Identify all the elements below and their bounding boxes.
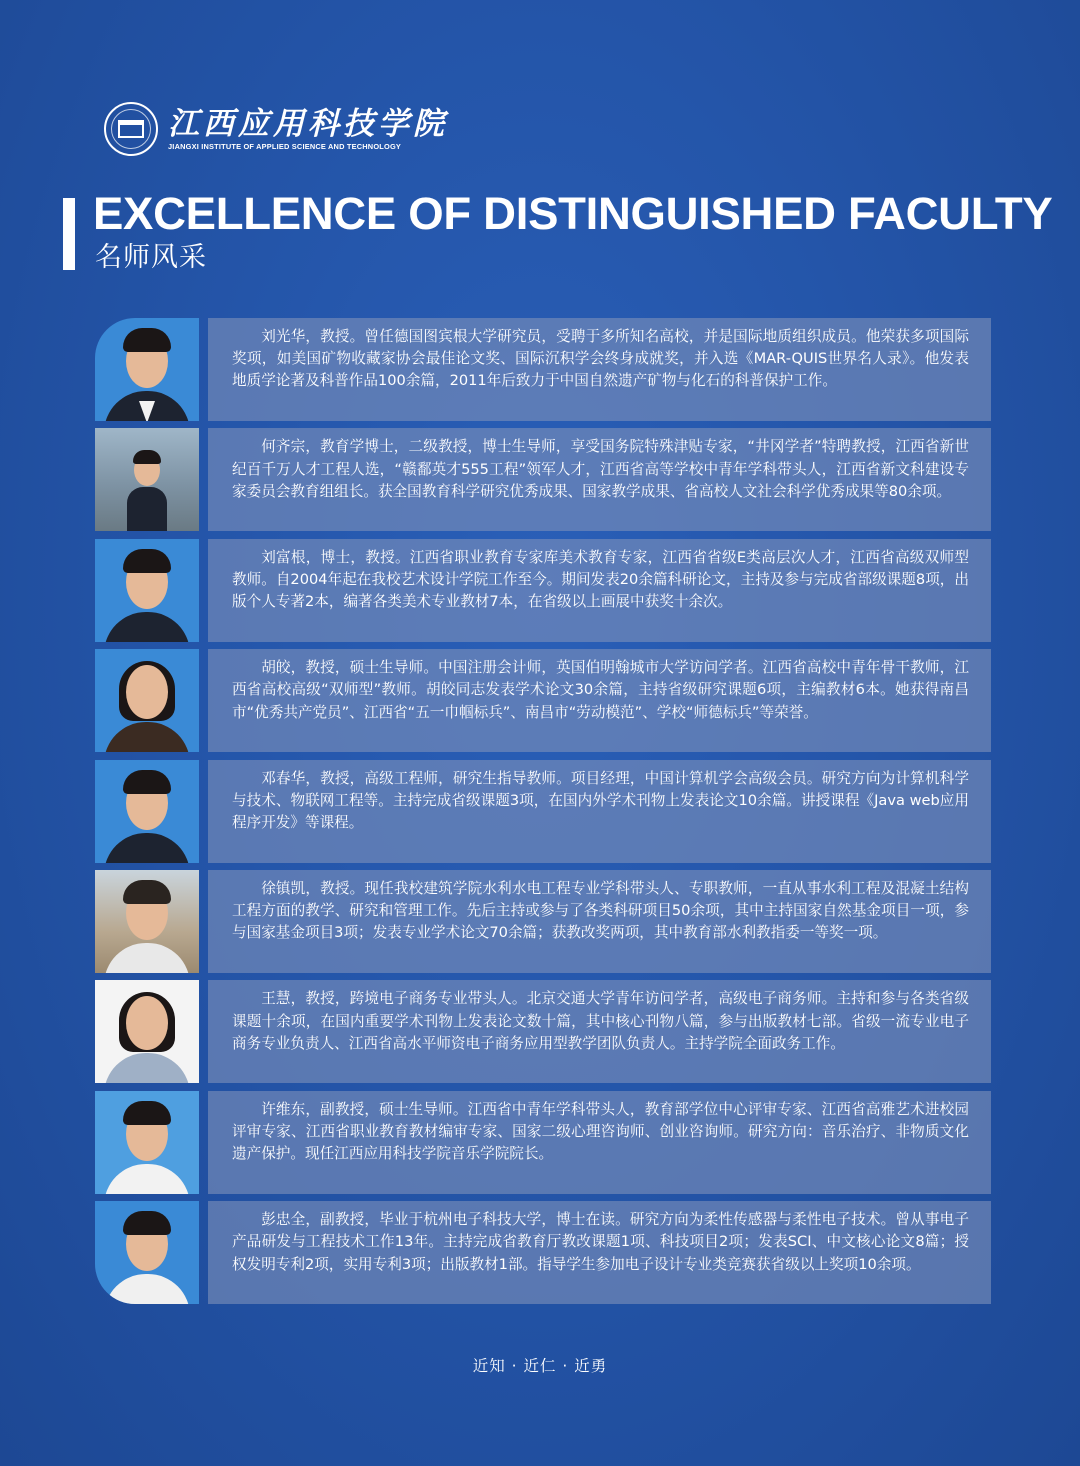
page-title: EXCELLENCE OF DISTINGUISHED FACULTY	[93, 188, 1053, 239]
faculty-bio-panel	[208, 980, 991, 1083]
faculty-row	[95, 870, 991, 973]
faculty-row	[95, 539, 991, 642]
faculty-row	[95, 318, 991, 421]
faculty-bio-panel	[208, 760, 991, 863]
faculty-bio: 许维东，副教授，硕士生导师。江西省中青年学科带头人，教育部学位中心评审专家、江西省高雅艺术进校园评审专家、江西省职业教育教材编审专家、国家二级心理咨询师、创业咨询师。研究方向：音乐治疗、非物质文化遗产保护。现任江西应用科技学院音乐学院院长。	[232, 1100, 969, 1163]
faculty-list	[95, 318, 991, 1312]
faculty-photo	[95, 870, 199, 973]
faculty-row	[95, 428, 991, 531]
faculty-bio-panel	[208, 649, 991, 752]
faculty-bio-panel	[208, 1091, 991, 1194]
footer-motto: 近知 · 近仁 · 近勇	[472, 1357, 608, 1375]
college-seal-icon	[104, 102, 158, 156]
faculty-bio: 胡皎，教授，硕士生导师。中国注册会计师，英国伯明翰城市大学访问学者。江西省高校中青年骨干教师，江西省高校高级“双师型”教师。胡皎同志发表学术论文30余篇，主持省级研究课题6项，主编教材6本。她获得南昌市“优秀共产党员”、江西省“五一巾帼标兵”、南昌市“劳动模范”、学校“师德标兵”等荣誉。	[232, 659, 969, 721]
faculty-photo	[95, 428, 199, 531]
faculty-photo	[95, 1091, 199, 1194]
faculty-bio: 徐镇凯，教授。现任我校建筑学院水利水电工程专业学科带头人、专职教师，一直从事水利工程及混凝土结构工程方面的教学、研究和管理工作。先后主持或参与了各类科研项目50余项，其中主持国家自然基金项目一项，参与国家基金项目3项；发表专业学术论文70余篇；获教改奖两项，其中教育部水利教指委一等奖一项。	[232, 879, 969, 942]
faculty-bio: 彭忠全，副教授，毕业于杭州电子科技大学，博士在读。研究方向为柔性传感器与柔性电子技术。曾从事电子产品研发与工程技术工作13年。主持完成省教育厅教改课题1项、科技项目2项；发表SCI、中文核心论文8篇；授权发明专利2项，实用专利3项；出版教材1部。指导学生参加电子设计专业类竞赛获省级以上奖项10余项。	[232, 1211, 969, 1273]
heading-accent-bar	[63, 198, 75, 270]
college-logo	[104, 100, 448, 158]
faculty-photo	[95, 318, 199, 421]
faculty-row	[95, 649, 991, 752]
college-name-cn: 江西应用科技学院	[168, 106, 448, 142]
faculty-row	[95, 1201, 991, 1304]
faculty-bio: 王慧，教授，跨境电子商务专业带头人。北京交通大学青年访问学者，高级电子商务师。主持和参与各类省级课题十余项，在国内重要学术刊物上发表论文数十篇，其中核心刊物八篇，参与出版教材七部。省级一流专业电子商务专业负责人、江西省高水平师资电子商务应用型教学团队负责人。主持学院全面政务工作。	[232, 990, 969, 1052]
page-subtitle: 名师风采	[95, 242, 207, 273]
college-name-en: JIANGXI INSTITUTE OF APPLIED SCIENCE AND TECHNOLOGY	[168, 142, 402, 151]
faculty-photo	[95, 760, 199, 863]
faculty-bio-panel	[208, 539, 991, 642]
faculty-photo	[95, 980, 199, 1083]
faculty-row	[95, 1091, 991, 1194]
faculty-bio: 刘光华，教授。曾任德国图宾根大学研究员，受聘于多所知名高校，并是国际地质组织成员。他荣获多项国际奖项，如美国矿物收藏家协会最佳论文奖、国际沉积学会终身成就奖，并入选《MAR-QUIS世界名人录》。他发表地质学论著及科普作品100余篇，2011年后致力于中国自然遗产矿物与化石的科普保护工作。	[232, 328, 969, 390]
faculty-bio-panel	[208, 318, 991, 421]
faculty-bio: 邓春华，教授，高级工程师，研究生指导教师。项目经理，中国计算机学会高级会员。研究方向为计算机科学与技术、物联网工程等。主持完成省级课题3项，在国内外学术刊物上发表论文10余篇。讲授课程《Java web应用程序开发》等课程。	[232, 769, 969, 831]
faculty-bio-panel	[208, 1201, 991, 1304]
faculty-photo	[95, 539, 199, 642]
faculty-bio-panel	[208, 428, 991, 531]
faculty-bio: 刘富根，博士，教授。江西省职业教育专家库美术教育专家，江西省省级E类高层次人才，江西省高级双师型教师。自2004年起在我校艺术设计学院工作至今。期间发表20余篇科研论文，主持及参与完成省部级课题8项，出版个人专著2本，编著各类美术专业教材7本，在省级以上画展中获奖十余次。	[232, 548, 969, 611]
faculty-row	[95, 980, 991, 1083]
faculty-photo	[95, 649, 199, 752]
faculty-bio: 何齐宗，教育学博士，二级教授，博士生导师，享受国务院特殊津贴专家，“井冈学者”特聘教授，江西省新世纪百千万人才工程人选，“赣鄱英才555工程”领军人才，江西省高等学校中青年学科带头人，江西省新文科建设专家委员会教育组组长。获全国教育科学研究优秀成果、国家教学成果、省高校人文社会科学优秀成果等80余项。	[232, 438, 969, 500]
faculty-row	[95, 760, 991, 863]
faculty-bio-panel	[208, 870, 991, 973]
faculty-photo	[95, 1201, 199, 1304]
